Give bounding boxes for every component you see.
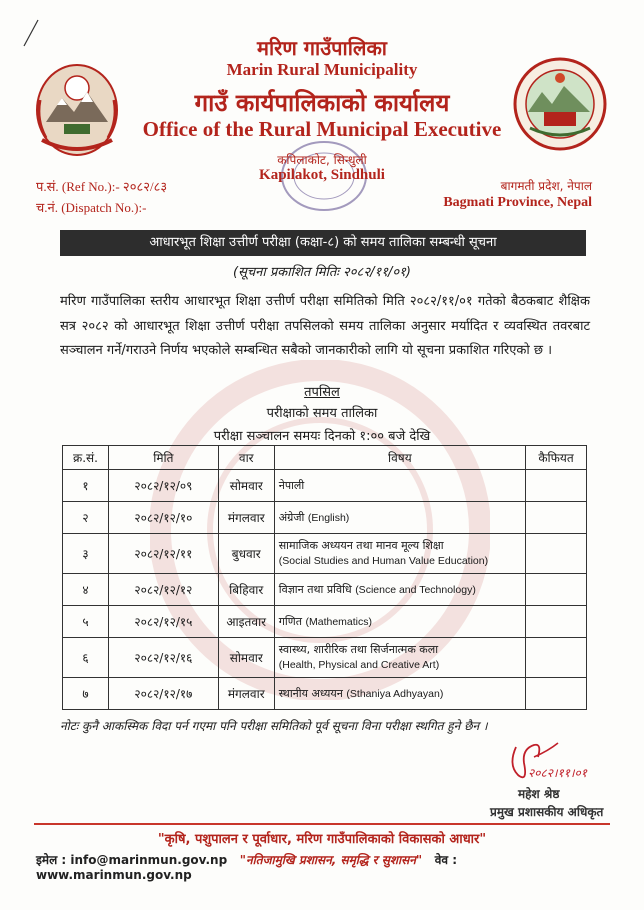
subject-np: सामाजिक अध्ययन तथा मानव मूल्य शिक्षा	[278, 539, 444, 552]
municipality-name-en: Marin Rural Municipality	[226, 60, 418, 79]
cell-date: २०८२/१२/०९	[108, 470, 218, 502]
header-date: मिति	[108, 446, 218, 470]
table-row	[63, 502, 587, 534]
province-en: Bagmati Province, Nepal	[443, 195, 592, 210]
published-date: (सूचना प्रकाशित मितिः २०८२/११/०१)	[233, 265, 411, 280]
cell-subject	[274, 606, 525, 638]
table-row	[63, 534, 587, 574]
website-link[interactable]: www.marinmun.gov.np	[36, 868, 192, 882]
header-subject: विषय	[274, 446, 525, 470]
subject-en: (Science and Technology)	[355, 583, 476, 596]
cell-remarks	[526, 574, 587, 606]
dispatch-number: च.नं. (Dispatch No.):-	[36, 200, 147, 215]
ref-number: प.सं. (Ref No.):- २०८२/८३	[36, 179, 168, 194]
cell-day: मंगलवार	[218, 502, 274, 534]
province-np: बागमती प्रदेश, नेपाल	[500, 179, 592, 193]
cell-date: २०८२/१२/१६	[108, 638, 218, 678]
cell-date: २०८२/१२/१०	[108, 502, 218, 534]
cell-subject	[274, 502, 525, 534]
cell-remarks	[526, 502, 587, 534]
cell-subject	[274, 574, 525, 606]
cell-remarks	[526, 678, 587, 710]
email-label: इमेल :	[36, 853, 67, 867]
cell-sn: ५	[63, 606, 109, 638]
cell-day: मंगलवार	[218, 678, 274, 710]
office-name-en: Office of the Rural Municipal Executive	[142, 117, 502, 141]
footer-contact	[36, 851, 616, 882]
email-link[interactable]: info@marinmun.gov.np	[70, 853, 228, 867]
tapsil-heading: तपसिल	[304, 385, 340, 400]
cell-subject	[274, 534, 525, 574]
cell-day: बिहिवार	[218, 574, 274, 606]
cell-date: २०८२/१२/१२	[108, 574, 218, 606]
signatory-title: प्रमुख प्रशासकीय अधिकृत	[490, 805, 604, 819]
cell-remarks	[526, 638, 587, 678]
address-np: कपिलाकोट, सिन्धुली	[277, 153, 367, 167]
subject-en: (Sthaniya Adhyayan)	[346, 687, 444, 700]
subject-en: (English)	[307, 511, 350, 524]
header-sn: क्र.सं.	[63, 446, 109, 470]
subject-np: नेपाली	[278, 479, 305, 492]
note-text: नोटः कुनै आकस्मिक विदा पर्न गएमा पनि परीक्षा समितिको पूर्व सूचना विना परीक्षा स्थगित हुने छैन ।	[60, 719, 488, 733]
cell-subject	[274, 638, 525, 678]
table-row	[63, 574, 587, 606]
exam-time: परीक्षा सञ्चालन समयः दिनको १:०० बजे देखि	[213, 429, 431, 444]
cell-sn: ३	[63, 534, 109, 574]
cell-date: २०८२/१२/१७	[108, 678, 218, 710]
office-name-np: गाउँ कार्यपालिकाको कार्यालय	[194, 89, 450, 117]
cell-sn: ६	[63, 638, 109, 678]
table-row	[63, 606, 587, 638]
header-day: वार	[218, 446, 274, 470]
cell-sn: ७	[63, 678, 109, 710]
subject-np: गणित	[278, 614, 302, 628]
cell-subject	[274, 678, 525, 710]
header-remarks: कैफियत	[526, 446, 587, 470]
subject-en: (Social Studies and Human Value Education)	[278, 555, 489, 567]
website-label: वेव :	[434, 853, 458, 867]
table-header-row	[63, 446, 587, 470]
footer-motto: "कृषि, पशुपालन र पूर्वाधार, मरिण गाउँपालिकाको विकासको आधार"	[157, 832, 487, 847]
cell-sn: ४	[63, 574, 109, 606]
cell-day: सोमवार	[218, 638, 274, 678]
subject-en: (Mathematics)	[305, 615, 373, 628]
subject-np: स्वास्थ्य, शारीरिक तथा सिर्जनात्मक कला	[278, 643, 439, 656]
signatory-name: महेश श्रेष्ठ	[518, 787, 560, 801]
signature-date: २०८२।११।०१	[528, 766, 588, 780]
cell-day: बुधवार	[218, 534, 274, 574]
subject-np: स्थानीय अध्ययन	[278, 686, 343, 700]
cell-sn: १	[63, 470, 109, 502]
table-row	[63, 638, 587, 678]
subject-np: अंग्रेजी	[278, 510, 305, 524]
subject-np: विज्ञान तथा प्रविधि	[278, 582, 352, 596]
cell-remarks	[526, 534, 587, 574]
notice-body: मरिण गाउँपालिका स्तरीय आधारभूत शिक्षा उत्तीर्ण परीक्षा समितिको मिति २०८२/११/०१ गतेको बैठकबाट शैक्षिक सत्र २०८२ को आधारभूत शिक्षा उत्तीर्ण परीक्षा तपसिलको समय तालिका अनुसार मर्यादित र व्यवस्थित तवरबाट सञ्चालन गर्ने/गराउने निर्णय भएकोले सम्बन्धित सबैको जानकारीको लागि यो सूचना प्रकाशित गरिएको छ ।	[60, 294, 590, 358]
notice-title-banner: आधारभूत शिक्षा उत्तीर्ण परीक्षा (कक्षा-८) को समय तालिका सम्बन्धी सूचना	[60, 230, 586, 256]
cell-sn: २	[63, 502, 109, 534]
exam-schedule-table	[62, 445, 587, 710]
table-row	[63, 678, 587, 710]
cell-date: २०८२/१२/१५	[108, 606, 218, 638]
municipality-name-np: मरिण गाउँपालिका	[257, 36, 387, 60]
address-en: Kapilakot, Sindhuli	[259, 167, 385, 183]
cell-date: २०८२/१२/११	[108, 534, 218, 574]
cell-day: आइतवार	[218, 606, 274, 638]
footer-slogan: "नतिजामुखि प्रशासन, समृद्धि र सुशासन"	[239, 853, 423, 867]
subject-en: (Health, Physical and Creative Art)	[278, 659, 440, 671]
table-row	[63, 470, 587, 502]
footer-divider	[34, 823, 610, 825]
cell-day: सोमवार	[218, 470, 274, 502]
cell-subject	[274, 470, 525, 502]
schedule-title: परीक्षाको समय तालिका	[266, 406, 378, 421]
cell-remarks	[526, 606, 587, 638]
cell-remarks	[526, 470, 587, 502]
